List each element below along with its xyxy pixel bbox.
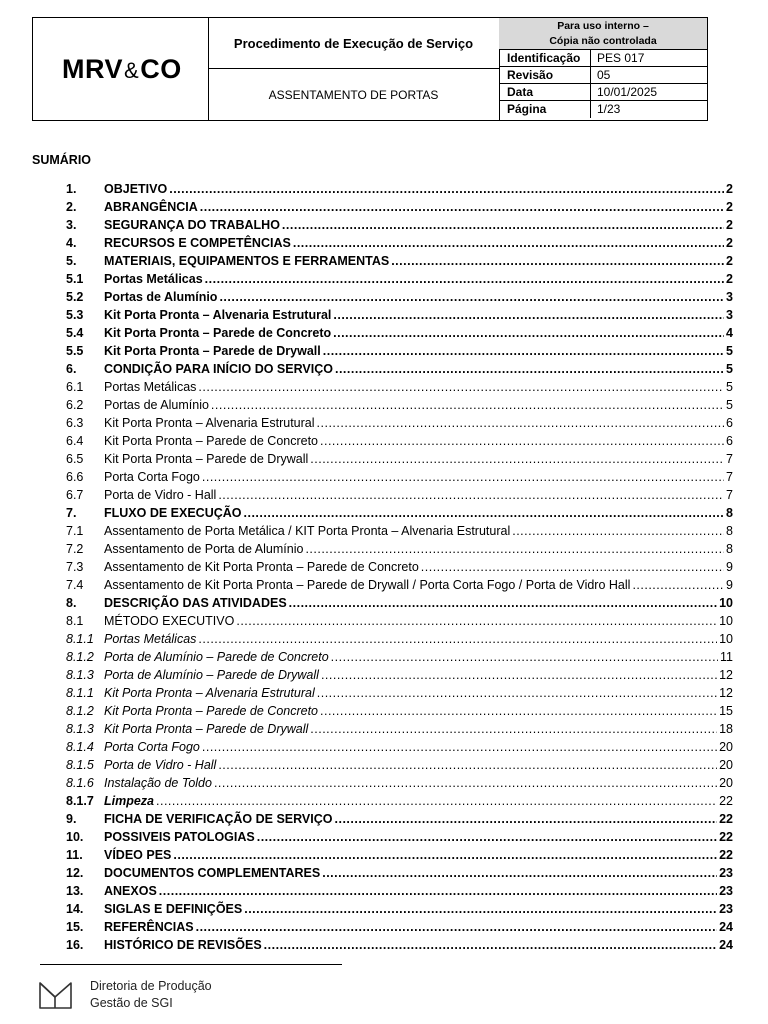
toc-leader-dots [293,234,724,252]
toc-leader-dots [323,342,724,360]
toc-number: 13. [66,884,84,898]
toc-entry[interactable] [66,324,733,342]
toc-title: Kit Porta Pronta – Alvenaria Estrutural [104,308,332,322]
toc-leader-dots [198,378,724,396]
toc-title: HISTÓRICO DE REVISÕES [104,938,262,952]
toc-title: Kit Porta Pronta – Alvenaria Estrutural [104,686,315,700]
toc-title: MATERIAIS, EQUIPAMENTOS E FERRAMENTAS [104,254,390,268]
toc-page-number: 3 [726,290,733,304]
meta-row [499,84,707,101]
toc-number: 5.2 [66,290,84,304]
toc-number: 8. [66,596,77,610]
toc-entry[interactable] [66,252,733,270]
toc-title: Assentamento de Kit Porta Pronta – Parede de Concreto [104,560,419,574]
toc-entry[interactable] [66,450,733,468]
toc-title: ANEXOS [104,884,157,898]
toc-title: OBJETIVO [104,182,168,196]
toc-number: 4. [66,236,77,250]
toc-entry[interactable] [66,432,733,450]
toc-entry[interactable] [66,234,733,252]
toc-page-number: 6 [726,416,733,430]
toc-leader-dots [159,882,717,900]
meta-row [499,50,707,67]
title-cell [208,18,500,120]
toc-number: 8.1.1 [66,686,94,700]
toc-title: Kit Porta Pronta – Parede de Drywall [104,722,309,736]
toc-entry[interactable] [66,486,733,504]
toc-title: Kit Porta Pronta – Parede de Concreto [104,434,319,448]
toc-entry[interactable] [66,180,733,198]
toc-number: 1. [66,182,77,196]
toc-entry[interactable] [66,630,733,648]
toc-entry[interactable] [66,198,733,216]
toc-leader-dots [335,810,718,828]
toc-title: CONDIÇÃO PARA INÍCIO DO SERVIÇO [104,362,333,376]
toc-leader-dots [310,720,717,738]
toc-page-number: 22 [719,794,733,808]
toc-title: Kit Porta Pronta – Parede de Concreto [104,704,319,718]
toc-page-number: 2 [726,200,733,214]
toc-leader-dots [236,612,717,630]
toc-number: 7. [66,506,77,520]
toc-leader-dots [317,684,717,702]
toc-page-number: 22 [719,830,733,844]
footer-text [90,978,212,1012]
logo-main: MRV [62,54,124,84]
toc-entry[interactable] [66,342,733,360]
meta-value: 10/01/2025 [597,85,658,99]
toc-page-number: 2 [726,182,733,196]
toc-page-number: 15 [719,704,733,718]
toc-page-number: 8 [726,524,733,538]
toc-page-number: 9 [726,560,733,574]
logo-ampersand: & [124,58,140,83]
toc-entry[interactable] [66,522,733,540]
toc-entry[interactable] [66,306,733,324]
toc-number: 6. [66,362,77,376]
toc-number: 8.1.1 [66,632,94,646]
toc-title: FICHA DE VERIFICAÇÃO DE SERVIÇO [104,812,333,826]
toc-title: POSSIVEIS PATOLOGIAS [104,830,255,844]
toc-page-number: 2 [726,218,733,232]
logo-cell [33,18,209,120]
toc-leader-dots [317,414,725,432]
toc-number: 3. [66,218,77,232]
toc-page-number: 20 [719,758,733,772]
toc-entry[interactable] [66,594,733,612]
toc-leader-dots [335,360,724,378]
toc-page-number: 5 [726,380,733,394]
toc-number: 11. [66,848,83,862]
mrv-folded-logo-icon [38,980,74,1010]
meta-row [499,67,707,84]
toc-leader-dots [244,504,725,522]
copy-notice-line2: Cópia não controlada [549,35,657,47]
toc-number: 5.3 [66,308,84,322]
toc-leader-dots [264,936,717,954]
toc-leader-dots [333,306,724,324]
toc-page-number: 8 [726,506,733,520]
toc-entry[interactable] [66,576,733,594]
toc-title: VÍDEO PES [104,848,172,862]
toc-title: DESCRIÇÃO DAS ATIVIDADES [104,596,287,610]
logo-suffix: CO [140,54,182,84]
toc-entry[interactable] [66,216,733,234]
toc-entry[interactable] [66,684,733,702]
toc-leader-dots [169,180,724,198]
meta-value: 1/23 [597,102,621,116]
toc-number: 5.5 [66,344,84,358]
toc-entry[interactable] [66,378,733,396]
toc-title: Assentamento de Porta de Alumínio [104,542,304,556]
toc-entry[interactable] [66,720,733,738]
toc-leader-dots [214,774,717,792]
toc-title: ABRANGÊNCIA [104,200,198,214]
toc-leader-dots [322,864,717,882]
toc-entry[interactable] [66,612,733,630]
meta-row [499,101,707,118]
toc-number: 8.1.4 [66,740,94,754]
toc-entry[interactable] [66,810,733,828]
meta-value: PES 017 [597,51,645,65]
toc-page-number: 23 [719,884,733,898]
toc-entry[interactable] [66,558,733,576]
toc-page-number: 5 [726,398,733,412]
toc-entry[interactable] [66,504,733,522]
toc-leader-dots [333,324,724,342]
toc-entry[interactable] [66,882,733,900]
toc-page-number: 2 [726,272,733,286]
toc-entry[interactable] [66,900,733,918]
toc-title: Kit Porta Pronta – Parede de Concreto [104,326,332,340]
toc-number: 7.4 [66,578,84,592]
toc-leader-dots [320,702,717,720]
toc-number: 7.2 [66,542,84,556]
toc-number: 6.5 [66,452,84,466]
toc-leader-dots [244,900,717,918]
toc-entry[interactable] [66,468,733,486]
toc-number: 14. [66,902,84,916]
toc-number: 6.4 [66,434,84,448]
toc-title: MÉTODO EXECUTIVO [104,614,235,628]
table-of-contents [66,180,733,954]
toc-leader-dots [198,630,717,648]
toc-title: Portas Metálicas [104,632,197,646]
toc-leader-dots [173,846,717,864]
document-header [32,17,708,121]
toc-title: Kit Porta Pronta – Parede de Drywall [104,344,321,358]
footer-unit: Gestão de SGI [90,996,173,1010]
toc-page-number: 7 [726,452,733,466]
toc-page-number: 10 [719,632,733,646]
toc-entry[interactable] [66,846,733,864]
toc-entry[interactable] [66,414,733,432]
toc-number: 8.1.3 [66,668,94,682]
toc-title: Porta Corta Fogo [104,740,200,754]
toc-number: 10. [66,830,84,844]
toc-title: Portas de Alumínio [104,398,209,412]
toc-entry[interactable] [66,792,733,810]
toc-page-number: 11 [720,650,733,664]
toc-page-number: 24 [719,920,733,934]
toc-page-number: 23 [719,866,733,880]
toc-page-number: 23 [719,902,733,916]
toc-page-number: 10 [719,596,733,610]
document-subject: ASSENTAMENTO DE PORTAS [268,87,439,102]
toc-entry[interactable] [66,288,733,306]
toc-leader-dots [205,270,724,288]
toc-entry[interactable] [66,918,733,936]
toc-number: 9. [66,812,77,826]
toc-title: RECURSOS E COMPETÊNCIAS [104,236,291,250]
toc-entry[interactable] [66,270,733,288]
toc-number: 6.3 [66,416,84,430]
toc-page-number: 6 [726,434,733,448]
footer-divider [40,964,342,965]
toc-leader-dots [421,558,724,576]
toc-entry[interactable] [66,828,733,846]
toc-leader-dots [211,396,724,414]
footer-department: Diretoria de Produção [90,979,212,993]
toc-title: DOCUMENTOS COMPLEMENTARES [104,866,321,880]
toc-leader-dots [219,288,724,306]
toc-leader-dots [512,522,724,540]
toc-leader-dots [202,468,724,486]
toc-page-number: 4 [726,326,733,340]
toc-title: Assentamento de Kit Porta Pronta – Parede de Drywall / Porta Corta Fogo / Porta de Vidro Hall [104,578,631,592]
toc-number: 16. [66,938,84,952]
document-title: Procedimento de Execução de Serviço [208,18,499,69]
toc-leader-dots [331,648,718,666]
toc-title: Kit Porta Pronta – Parede de Drywall [104,452,309,466]
toc-leader-dots [200,198,724,216]
copy-notice [499,18,707,50]
metadata-cell [499,18,707,120]
toc-page-number: 12 [719,668,733,682]
toc-page-number: 3 [726,308,733,322]
toc-page-number: 8 [726,542,733,556]
toc-number: 8.1.2 [66,650,94,664]
toc-title: SEGURANÇA DO TRABALHO [104,218,280,232]
toc-title: Portas Metálicas [104,380,197,394]
toc-number: 8.1.5 [66,758,94,772]
toc-number: 6.1 [66,380,84,394]
toc-leader-dots [391,252,724,270]
toc-page-number: 18 [719,722,733,736]
toc-leader-dots [632,576,724,594]
meta-label: Página [499,101,591,118]
toc-number: 8.1.2 [66,704,94,718]
company-logo [62,54,182,85]
toc-entry[interactable] [66,738,733,756]
toc-entry[interactable] [66,702,733,720]
toc-entry[interactable] [66,396,733,414]
toc-number: 6.6 [66,470,84,484]
toc-number: 7.1 [66,524,84,538]
toc-entry[interactable] [66,540,733,558]
toc-title: Porta de Vidro - Hall [104,758,217,772]
toc-title: Portas Metálicas [104,272,203,286]
toc-page-number: 5 [726,362,733,376]
toc-title: Portas de Alumínio [104,290,218,304]
toc-number: 8.1.3 [66,722,94,736]
toc-number: 7.3 [66,560,84,574]
toc-leader-dots [282,216,724,234]
toc-title: Assentamento de Porta Metálica / KIT Porta Pronta – Alvenaria Estrutural [104,524,511,538]
summary-heading: SUMÁRIO [32,153,92,167]
toc-page-number: 2 [726,236,733,250]
toc-title: Instalação de Toldo [104,776,212,790]
toc-leader-dots [289,594,717,612]
toc-page-number: 7 [726,470,733,484]
toc-title: REFERÊNCIAS [104,920,194,934]
meta-value: 05 [597,68,611,82]
toc-title: Porta de Vidro - Hall [104,488,217,502]
toc-entry[interactable] [66,648,733,666]
toc-leader-dots [202,738,717,756]
toc-title: Kit Porta Pronta – Alvenaria Estrutural [104,416,315,430]
toc-number: 5. [66,254,77,268]
toc-number: 8.1.6 [66,776,94,790]
meta-label: Data [499,84,591,100]
toc-title: Porta de Alumínio – Parede de Concreto [104,650,329,664]
toc-entry[interactable] [66,864,733,882]
toc-page-number: 2 [726,254,733,268]
toc-page-number: 5 [726,344,733,358]
toc-page-number: 24 [719,938,733,952]
toc-page-number: 7 [726,488,733,502]
toc-entry[interactable] [66,756,733,774]
toc-leader-dots [156,792,717,810]
toc-page-number: 22 [719,848,733,862]
toc-number: 8.1 [66,614,84,628]
toc-entry[interactable] [66,936,733,954]
toc-page-number: 20 [719,776,733,790]
toc-page-number: 12 [719,686,733,700]
copy-notice-line1: Para uso interno – [557,20,649,32]
toc-leader-dots [310,450,724,468]
toc-leader-dots [218,756,717,774]
toc-leader-dots [196,918,718,936]
toc-page-number: 20 [719,740,733,754]
toc-page-number: 22 [719,812,733,826]
toc-title: Porta Corta Fogo [104,470,200,484]
toc-leader-dots [218,486,724,504]
toc-title: Porta de Alumínio – Parede de Drywall [104,668,319,682]
toc-entry[interactable] [66,666,733,684]
meta-label: Revisão [499,67,591,83]
toc-title: Limpeza [104,794,155,808]
toc-page-number: 10 [719,614,733,628]
toc-leader-dots [257,828,717,846]
toc-number: 5.4 [66,326,84,340]
toc-page-number: 9 [726,578,733,592]
toc-number: 15. [66,920,84,934]
meta-label: Identificação [499,50,591,66]
toc-number: 5.1 [66,272,84,286]
toc-entry[interactable] [66,774,733,792]
toc-leader-dots [320,432,724,450]
toc-title: FLUXO DE EXECUÇÃO [104,506,242,520]
toc-leader-dots [321,666,717,684]
toc-number: 6.2 [66,398,84,412]
toc-title: SIGLAS E DEFINIÇÕES [104,902,243,916]
toc-number: 12. [66,866,84,880]
toc-number: 8.1.7 [66,794,94,808]
toc-leader-dots [305,540,724,558]
toc-entry[interactable] [66,360,733,378]
toc-number: 2. [66,200,77,214]
toc-number: 6.7 [66,488,84,502]
